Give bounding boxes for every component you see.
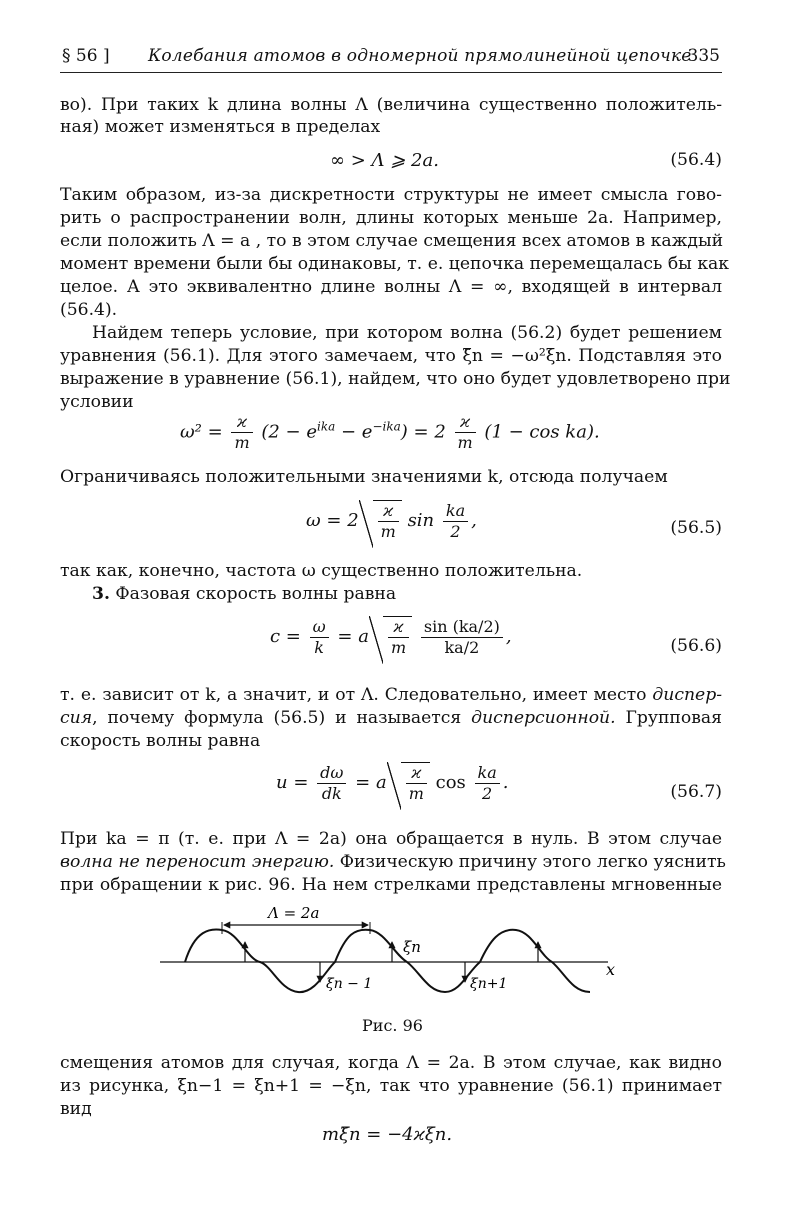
formula-part: , [505, 626, 512, 647]
fraction [378, 501, 399, 542]
fraction [406, 763, 427, 804]
square-root [401, 762, 430, 804]
equation-number: (56.6) [670, 636, 722, 656]
emphasis-text: сия [60, 708, 93, 728]
text-line: смещения атомов для случая, когда Λ = 2a. В этом случае, как видно [60, 1053, 722, 1073]
lambda-label: Λ = 2a [268, 904, 320, 922]
text-line: целое. А это эквивалентно длине волны Λ = ∞, входящей в интервал [60, 277, 722, 297]
denominator: ka/2 [444, 637, 480, 657]
x-axis-label: x [606, 960, 616, 979]
numerator: sin (ka/2) [421, 617, 503, 638]
text-line: (56.4). [60, 300, 118, 320]
numerator: ka [443, 501, 468, 522]
line-text: Физическую причину этого легко уяснить [334, 852, 726, 872]
square-root [373, 500, 402, 542]
fraction [475, 763, 500, 804]
text-line: во). При таких k длина волны Λ (величина существенно положитель- [60, 95, 722, 115]
text-line: условии [60, 392, 134, 412]
equation-of-motion: mξ̈n = −4ϰξn. [322, 1124, 453, 1145]
xi-n-label: ξn [403, 938, 421, 956]
denominator: 2 [450, 521, 461, 541]
formula-part: c = [270, 626, 301, 647]
denominator: k [314, 637, 324, 657]
emphasis-text: волна не переносит энергию. [60, 852, 335, 872]
numerator: ϰ [231, 412, 252, 433]
denominator: m [390, 638, 407, 657]
fraction [455, 412, 476, 453]
equation-number: (56.5) [670, 518, 722, 538]
emphasis-text: диспер- [652, 685, 722, 705]
text-line: Найдем теперь условие, при котором волна (56.2) будет решением [92, 323, 722, 343]
text-line: Ограничиваясь положительными значениями k, отсюда получаем [60, 467, 668, 487]
text-line: так как, конечно, частота ω существенно положительна. [60, 561, 583, 581]
formula-part: ω = 2 [306, 510, 359, 531]
denominator: m [408, 784, 424, 803]
fraction [388, 617, 409, 658]
text-line: момент времени были бы одинаковы, т. е. цепочка перемещалась бы как [60, 254, 730, 274]
formula-56-7 [276, 762, 508, 804]
denominator: dk [321, 783, 342, 803]
xi-n-minus-1-label: ξn − 1 [326, 976, 373, 992]
header-page-number: 335 [687, 46, 720, 66]
denominator: m [457, 433, 473, 452]
numerator: ϰ [378, 501, 399, 522]
numerator: ϰ [455, 412, 476, 433]
numerator: ka [475, 763, 500, 784]
formula-part: − e [335, 421, 373, 443]
fraction [231, 412, 252, 453]
text-line: выражение в уравнение (56.1), найдем, что оно будет удовлетворено при [60, 369, 731, 389]
numerator: ϰ [388, 617, 409, 638]
text-line: уравнения (56.1). Для этого замечаем, что ξ̈n = −ω²ξn. Подставляя это [60, 346, 722, 366]
text-line: ная) может изменяться в пределах [60, 117, 381, 137]
fraction [443, 501, 468, 542]
denominator: m [234, 433, 250, 452]
text-line [60, 707, 722, 729]
fraction [421, 617, 503, 658]
header-section: § 56 ] [62, 46, 110, 66]
text-line: если положить Λ = a , то в этом случае смещения всех атомов в каждый [60, 231, 724, 251]
line-text: Групповая [615, 708, 722, 728]
line-text: , почему формула (56.5) и называется [92, 708, 472, 728]
emphasis-text: дисперсионной. [471, 708, 616, 728]
formula-part: ) = 2 [400, 421, 446, 443]
formula-part: sin [407, 510, 435, 531]
equation-number: (56.7) [670, 782, 722, 802]
formula-part: , [471, 510, 477, 531]
formula-part: = a [355, 772, 387, 793]
formula-56-4: ∞ > Λ ⩾ 2a. [330, 150, 439, 171]
text-line: рить о распространении волн, длины которых меньше 2a. Например, [60, 208, 722, 228]
text-line: скорость волны равна [60, 731, 261, 751]
displacement-wave [185, 929, 590, 992]
text-line: вид [60, 1099, 92, 1119]
text-line: из рисунка, ξn−1 = ξn+1 = −ξn, так что уравнение (56.1) принимает [60, 1076, 722, 1096]
formula-56-5 [306, 500, 477, 542]
numerator: ϰ [406, 763, 427, 784]
running-header [60, 46, 722, 73]
formula-part: = a [337, 626, 369, 647]
figure-caption: Рис. 96 [362, 1016, 423, 1035]
text-line: Таким образом, из-за дискретности структуры не имеет смысла гово- [60, 185, 722, 205]
text-line [60, 583, 722, 605]
formula-56-6 [270, 616, 512, 658]
formula-part: cos [435, 772, 466, 793]
denominator: m [380, 522, 396, 541]
formula-part: (1 − cos ka). [484, 421, 600, 443]
denominator: 2 [482, 783, 493, 803]
item-number: 3. [92, 584, 110, 604]
line-text: т. е. зависит от k, а значит, и от Λ. Следовательно, имеет место [60, 685, 653, 705]
fraction [310, 617, 329, 658]
formula-part: (2 − e [261, 421, 317, 443]
xi-n-plus-1-label: ξn+1 [470, 976, 508, 992]
text-line: При ka = π (т. е. при Λ = 2a) она обращается в нуль. В этом случае [60, 829, 722, 849]
formula-part: u = [276, 772, 309, 793]
exponent: ika [317, 419, 336, 434]
square-root [383, 616, 412, 658]
numerator: ω [310, 617, 329, 638]
formula-omega-squared [180, 412, 600, 453]
formula-part: . [502, 772, 509, 793]
figure-96 [160, 900, 630, 1010]
text-line: при обращении к рис. 96. На нем стрелками представлены мгновенные [60, 875, 722, 895]
fraction [317, 763, 346, 804]
equation-number: (56.4) [670, 150, 722, 170]
header-title: Колебания атомов в одномерной прямолинейной цепочке [148, 46, 692, 66]
line-text: Фазовая скорость волны равна [109, 584, 397, 604]
exponent: −ika [372, 419, 401, 434]
text-line [60, 684, 722, 706]
formula-part: ω² = [180, 421, 223, 443]
text-line [60, 851, 726, 873]
numerator: dω [317, 763, 346, 784]
